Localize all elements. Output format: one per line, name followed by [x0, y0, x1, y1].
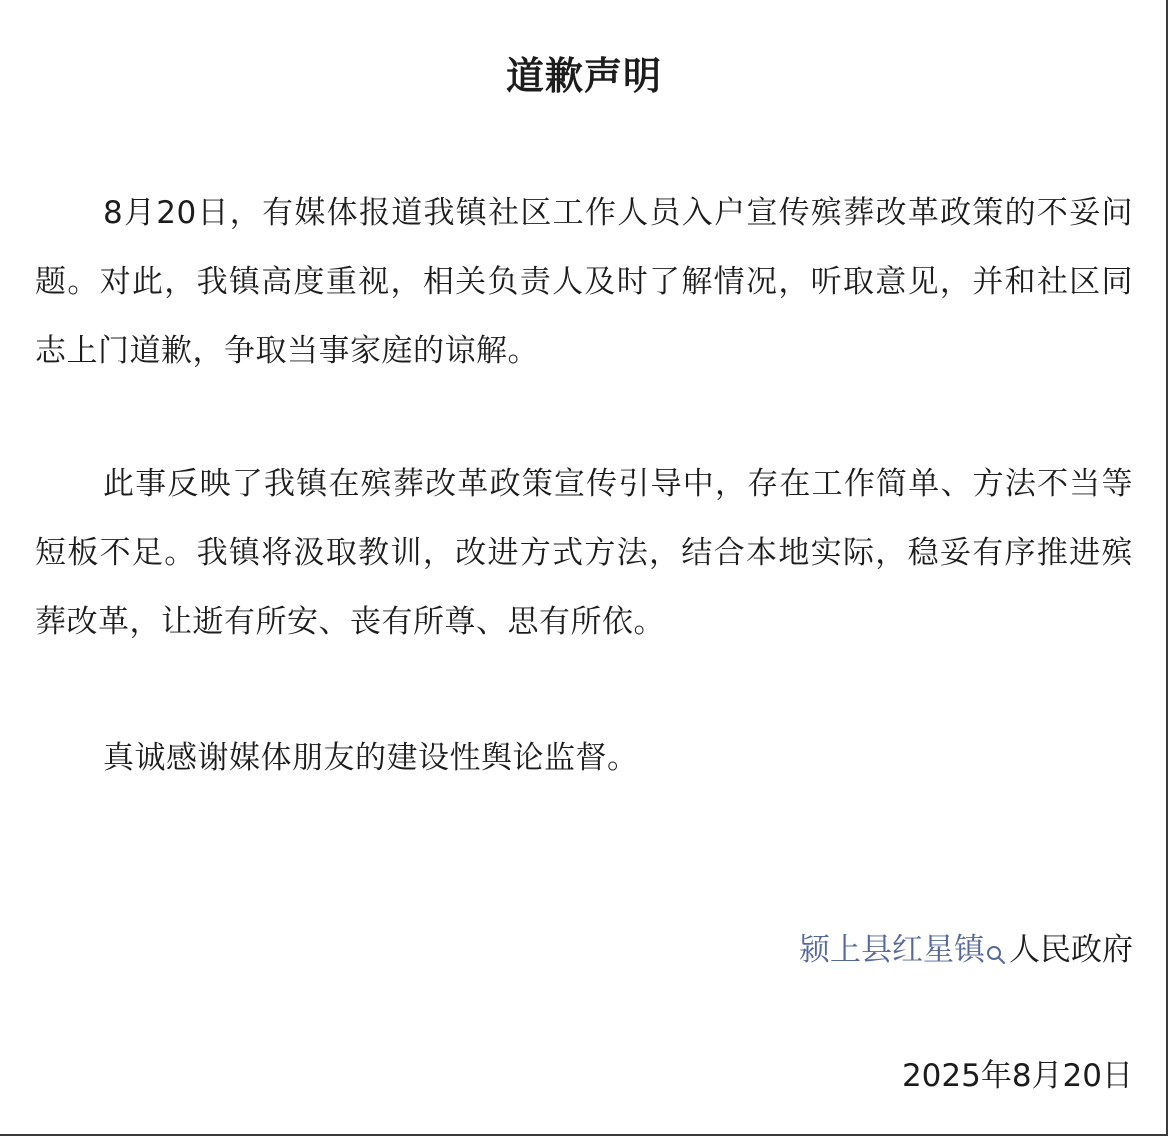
statement-date: 2025年8月20日 [901, 1058, 1133, 1094]
statement-paragraph-1: 8月20日，有媒体报道我镇社区工作人员入户宣传殡葬改革政策的不妥问题。对此，我镇高度重视，相关负责人及时了解情况，听取意见，并和社区同志上门道歉，争取当事家庭的谅解。 [35, 195, 1133, 369]
statement-paragraph-2: 此事反映了我镇在殡葬改革政策宣传引导中，存在工作简单、方法不当等短板不足。我镇将汲取教训，改进方式方法，结合本地实际，稳妥有序推进殡葬改革，让逝有所安、丧有所尊、思有所依。 [35, 466, 1133, 640]
statement-title: 道歉声明 [505, 54, 662, 98]
search-icon[interactable] [985, 928, 1007, 950]
signature [799, 922, 1133, 978]
signature-org-suffix: 人民政府 [1009, 932, 1133, 968]
signature-search-link[interactable]: 颍上县红星镇 [799, 932, 985, 968]
statement-paragraph-3: 真诚感谢媒体朋友的建设性舆论监督。 [103, 740, 639, 776]
